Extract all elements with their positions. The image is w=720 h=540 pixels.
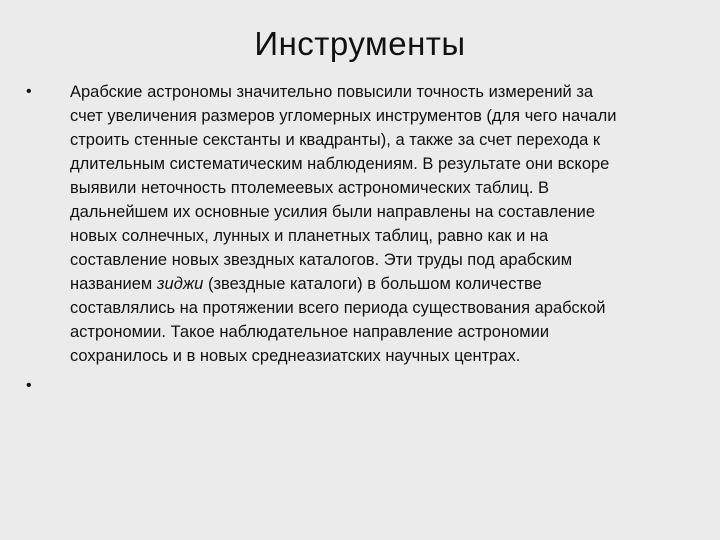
paragraph-line-6: дальнейшем их основные усилия были направлены на составление: [70, 203, 596, 221]
paragraph-line-7: новых солнечных, лунных и планетных таблиц, равно как и на: [70, 227, 549, 245]
paragraph-line-9: [70, 272, 694, 296]
bullet-item-2: [26, 374, 694, 398]
paragraph-line-5: выявили неточность птолемеевых астрономических таблиц. В: [70, 179, 550, 197]
paragraph-line-10: составлялись на протяжении всего периода существования арабской: [70, 299, 606, 317]
line9-before-text: названием: [70, 275, 157, 293]
bullet-item-1: [26, 80, 694, 368]
paragraph-line-8: составление новых звездных каталогов. Эти труды под арабским: [70, 251, 573, 269]
bullet-dot-icon: •: [26, 377, 32, 394]
paragraph-line-12: сохранилось и в новых среднеазиатских научных центрах.: [70, 347, 521, 365]
paragraph-line-3: строить стенные секстанты и квадранты), а также за счет перехода к: [70, 131, 601, 149]
bullet-list: [26, 80, 694, 398]
paragraph-line-1: Арабские астрономы значительно повысили точность измерений за: [70, 83, 594, 101]
paragraph-line-2: счет увеличения размеров угломерных инструментов (для чего начали: [70, 107, 617, 125]
paragraph-line-11: астрономии. Такое наблюдательное направление астрономии: [70, 323, 550, 341]
line9-after-text: (звездные каталоги) в большом количестве: [203, 275, 542, 293]
zidji-term: зиджи: [156, 275, 204, 293]
paragraph-line-4: длительным систематическим наблюдениям. В результате они вскоре: [70, 155, 610, 173]
bullet-dot-icon: •: [26, 83, 32, 100]
slide-title: Инструменты: [254, 25, 466, 62]
